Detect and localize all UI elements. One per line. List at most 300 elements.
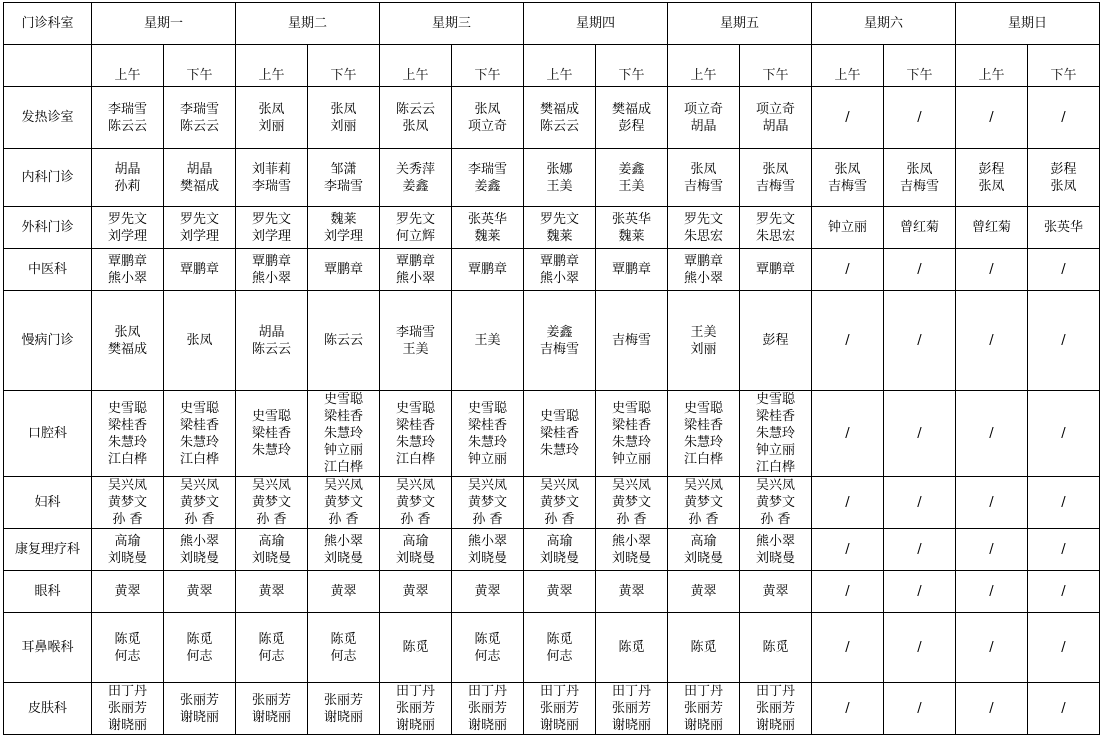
staff-name: 孙 香 <box>112 512 143 527</box>
staff-name: 覃鹏章 <box>179 262 219 277</box>
staff-name: 熊小翠 <box>611 533 651 549</box>
schedule-cell <box>452 613 524 683</box>
staff-name: 熊小翠 <box>467 533 507 549</box>
staff-name: 高瑜 <box>258 533 285 549</box>
pm-header <box>740 45 812 87</box>
dept-row <box>4 613 1100 683</box>
schedule-cell <box>1028 249 1100 291</box>
pm-header-label: 下午 <box>1050 68 1077 83</box>
staff-name: 陈觅 <box>402 640 429 655</box>
schedule-cell <box>308 613 380 683</box>
schedule-cell <box>668 207 740 249</box>
staff-name: 谢晓丽 <box>467 718 507 733</box>
staff-name: 江白桦 <box>755 460 795 475</box>
staff-name: 魏莱 <box>546 228 573 244</box>
staff-name: 陈云云 <box>539 118 579 134</box>
staff-name: 张英华 <box>611 211 651 227</box>
staff-name: 魏莱 <box>618 228 645 244</box>
schedule-cell <box>812 571 884 613</box>
staff-name: 吴兴凤 <box>179 478 219 493</box>
staff-name: 孙 香 <box>760 512 791 527</box>
no-shift-mark: / <box>845 262 850 277</box>
am-header <box>812 45 884 87</box>
schedule-cell <box>524 207 596 249</box>
staff-name: 王美 <box>618 178 645 194</box>
staff-name: 樊福成 <box>179 178 219 194</box>
staff-name: 李瑞雪 <box>251 178 291 194</box>
staff-name: 刘丽 <box>330 118 357 134</box>
pm-header-label: 下午 <box>330 68 357 83</box>
schedule-cell <box>740 391 812 477</box>
schedule-cell <box>668 87 740 149</box>
schedule-cell <box>812 613 884 683</box>
pm-header <box>1028 45 1100 87</box>
schedule-cell <box>596 291 668 391</box>
staff-name: 胡晶 <box>258 324 285 340</box>
staff-name: 孙 香 <box>544 512 575 527</box>
staff-name: 黄梦文 <box>539 495 579 510</box>
staff-name: 朱慧玲 <box>755 426 795 441</box>
staff-name: 王美 <box>546 178 573 194</box>
schedule-cell <box>236 529 308 571</box>
dept-name-cell <box>4 683 92 735</box>
staff-name: 刘晓曼 <box>683 550 723 566</box>
staff-name: 刘晓曼 <box>323 550 363 566</box>
schedule-cell <box>884 207 956 249</box>
staff-name: 张娜 <box>546 161 573 177</box>
staff-name: 朱慧玲 <box>179 434 219 450</box>
schedule-cell <box>812 391 884 477</box>
staff-name: 覃鹏章 <box>755 262 795 277</box>
schedule-cell <box>884 477 956 529</box>
schedule-cell <box>596 207 668 249</box>
staff-name: 谢晓丽 <box>179 709 219 725</box>
staff-name: 黄翠 <box>258 584 285 599</box>
day-header-label: 星期一 <box>143 16 183 31</box>
schedule-cell <box>236 207 308 249</box>
schedule-cell <box>812 529 884 571</box>
schedule-cell <box>1028 291 1100 391</box>
schedule-cell <box>668 291 740 391</box>
dept-row <box>4 87 1100 149</box>
staff-name: 朱慧玲 <box>323 426 363 441</box>
schedule-cell <box>524 87 596 149</box>
dept-name: 内科门诊 <box>21 170 74 185</box>
staff-name: 梁桂香 <box>539 426 579 441</box>
staff-name: 项立奇 <box>683 101 723 117</box>
staff-name: 谢晓丽 <box>611 718 651 733</box>
staff-name: 罗先文 <box>755 211 795 227</box>
staff-name: 张凤 <box>690 161 717 177</box>
staff-name: 项立奇 <box>755 101 795 117</box>
staff-name: 钟立丽 <box>755 443 795 458</box>
dept-row <box>4 249 1100 291</box>
no-shift-mark: / <box>1061 640 1066 655</box>
staff-name: 田丁丹 <box>755 684 795 699</box>
staff-name: 覃鹏章 <box>467 262 507 277</box>
staff-name: 刘晓曼 <box>179 550 219 566</box>
staff-name: 魏莱 <box>474 228 501 244</box>
schedule-cell <box>956 477 1028 529</box>
no-shift-mark: / <box>845 110 850 125</box>
schedule-cell <box>668 149 740 207</box>
dept-name: 眼科 <box>34 584 61 599</box>
schedule-cell <box>956 207 1028 249</box>
day-header-label: 星期六 <box>863 16 903 31</box>
staff-name: 孙 香 <box>256 512 287 527</box>
staff-name: 梁桂香 <box>251 426 291 441</box>
staff-name: 张丽芳 <box>539 701 579 716</box>
no-shift-mark: / <box>917 333 922 348</box>
schedule-cell <box>524 613 596 683</box>
schedule-cell <box>236 571 308 613</box>
staff-name: 钟立丽 <box>323 443 363 458</box>
schedule-cell <box>452 149 524 207</box>
schedule-cell <box>164 477 236 529</box>
schedule-cell <box>92 477 164 529</box>
staff-name: 彭程 <box>1050 161 1077 177</box>
no-shift-mark: / <box>1061 495 1066 510</box>
no-shift-mark: / <box>989 542 994 557</box>
staff-name: 张凤 <box>834 161 861 177</box>
staff-name: 樊福成 <box>539 101 579 117</box>
staff-name: 罗先文 <box>395 211 435 227</box>
schedule-cell <box>380 149 452 207</box>
day-header <box>380 3 524 45</box>
staff-name: 何志 <box>546 648 573 664</box>
schedule-cell <box>740 613 812 683</box>
staff-name: 孙 香 <box>616 512 647 527</box>
dept-name-cell <box>4 571 92 613</box>
schedule-cell <box>596 149 668 207</box>
staff-name: 田丁丹 <box>539 684 579 699</box>
schedule-cell <box>740 207 812 249</box>
staff-name: 罗先文 <box>107 211 147 227</box>
dept-name: 皮肤科 <box>27 701 67 716</box>
schedule-cell <box>1028 477 1100 529</box>
staff-name: 吉梅雪 <box>683 178 723 194</box>
staff-name: 黄翠 <box>618 584 645 599</box>
schedule-cell <box>236 391 308 477</box>
day-header <box>812 3 956 45</box>
staff-name: 陈觅 <box>690 640 717 655</box>
schedule-cell <box>308 87 380 149</box>
no-shift-mark: / <box>1061 110 1066 125</box>
staff-name: 张丽芳 <box>755 701 795 716</box>
day-header <box>524 3 668 45</box>
staff-name: 吉梅雪 <box>827 178 867 194</box>
staff-name: 黄翠 <box>546 584 573 599</box>
dept-name: 耳鼻喉科 <box>21 640 74 655</box>
pm-header <box>308 45 380 87</box>
schedule-cell <box>956 571 1028 613</box>
dept-row <box>4 683 1100 735</box>
schedule-cell <box>1028 683 1100 735</box>
schedule-cell <box>452 391 524 477</box>
staff-name: 吴兴凤 <box>251 478 291 493</box>
staff-name: 梁桂香 <box>179 417 219 433</box>
no-shift-mark: / <box>1061 426 1066 441</box>
staff-name: 江白桦 <box>107 451 147 467</box>
staff-name: 谢晓丽 <box>683 718 723 733</box>
schedule-cell <box>596 87 668 149</box>
staff-name: 梁桂香 <box>107 417 147 433</box>
schedule-cell <box>524 249 596 291</box>
schedule-cell <box>92 249 164 291</box>
schedule-cell <box>812 87 884 149</box>
schedule-cell <box>236 87 308 149</box>
staff-name: 张凤 <box>330 101 357 117</box>
am-header <box>956 45 1028 87</box>
staff-name: 吴兴凤 <box>611 478 651 493</box>
day-header <box>236 3 380 45</box>
schedule-cell <box>380 477 452 529</box>
no-shift-mark: / <box>917 542 922 557</box>
staff-name: 朱慧玲 <box>251 443 291 458</box>
staff-name: 黄梦文 <box>755 495 795 510</box>
staff-name: 张凤 <box>906 161 933 177</box>
staff-name: 刘菲莉 <box>251 161 291 177</box>
staff-name: 胡晶 <box>186 161 213 177</box>
staff-name: 覃鹏章 <box>251 253 291 269</box>
staff-name: 刘晓曼 <box>611 550 651 566</box>
staff-name: 史雪聪 <box>755 392 795 407</box>
staff-name: 梁桂香 <box>755 409 795 424</box>
staff-name: 史雪聪 <box>539 409 579 424</box>
staff-name: 梁桂香 <box>467 417 507 433</box>
staff-name: 胡晶 <box>114 161 141 177</box>
staff-name: 李瑞雪 <box>179 101 219 117</box>
schedule-cell <box>1028 529 1100 571</box>
staff-name: 张英华 <box>467 211 507 227</box>
staff-name: 曾红菊 <box>971 220 1011 235</box>
schedule-cell <box>164 613 236 683</box>
staff-name: 张凤 <box>186 333 213 348</box>
staff-name: 陈觅 <box>114 631 141 647</box>
staff-name: 李瑞雪 <box>467 161 507 177</box>
staff-name: 刘学理 <box>251 228 291 244</box>
staff-name: 罗先文 <box>179 211 219 227</box>
no-shift-mark: / <box>917 262 922 277</box>
schedule-cell <box>740 249 812 291</box>
staff-name: 彭程 <box>978 161 1005 177</box>
schedule-cell <box>380 249 452 291</box>
no-shift-mark: / <box>845 333 850 348</box>
staff-name: 黄梦文 <box>683 495 723 510</box>
staff-name: 王美 <box>690 324 717 340</box>
schedule-cell <box>308 249 380 291</box>
schedule-cell <box>812 683 884 735</box>
staff-name: 史雪聪 <box>323 392 363 407</box>
schedule-cell <box>956 291 1028 391</box>
dept-row <box>4 391 1100 477</box>
staff-name: 朱慧玲 <box>611 434 651 450</box>
schedule-cell <box>236 149 308 207</box>
schedule-cell <box>596 249 668 291</box>
day-header <box>668 3 812 45</box>
schedule-cell <box>884 87 956 149</box>
staff-name: 熊小翠 <box>395 270 435 286</box>
staff-name: 张凤 <box>114 324 141 340</box>
am-header <box>236 45 308 87</box>
schedule-cell <box>884 529 956 571</box>
schedule-cell <box>884 249 956 291</box>
dept-name-cell <box>4 529 92 571</box>
staff-name: 覃鹏章 <box>323 262 363 277</box>
dept-name-cell <box>4 391 92 477</box>
schedule-cell <box>524 529 596 571</box>
staff-name: 张凤 <box>258 101 285 117</box>
staff-name: 梁桂香 <box>395 417 435 433</box>
schedule-cell <box>668 249 740 291</box>
dept-row <box>4 529 1100 571</box>
staff-name: 熊小翠 <box>323 533 363 549</box>
staff-name: 姜鑫 <box>618 161 645 177</box>
schedule-cell <box>308 391 380 477</box>
pm-header-label: 下午 <box>186 68 213 83</box>
staff-name: 王美 <box>474 333 501 348</box>
am-header-label: 上午 <box>258 68 285 83</box>
staff-name: 刘学理 <box>107 228 147 244</box>
staff-name: 黄翠 <box>402 584 429 599</box>
schedule-cell <box>524 683 596 735</box>
day-header <box>956 3 1100 45</box>
no-shift-mark: / <box>989 640 994 655</box>
staff-name: 张丽芳 <box>107 701 147 716</box>
no-shift-mark: / <box>989 262 994 277</box>
staff-name: 谢晓丽 <box>323 709 363 725</box>
staff-name: 刘晓曼 <box>395 550 435 566</box>
staff-name: 项立奇 <box>467 118 507 134</box>
staff-name: 吉梅雪 <box>899 178 939 194</box>
staff-name: 李瑞雪 <box>107 101 147 117</box>
dept-name: 发热诊室 <box>21 110 74 125</box>
schedule-cell <box>740 477 812 529</box>
schedule-cell <box>884 571 956 613</box>
schedule-cell <box>452 683 524 735</box>
staff-name: 张凤 <box>1050 178 1077 194</box>
header-row-periods <box>4 45 1100 87</box>
schedule-cell <box>740 87 812 149</box>
am-header <box>668 45 740 87</box>
staff-name: 江白桦 <box>179 451 219 467</box>
staff-name: 陈觅 <box>186 631 213 647</box>
day-header-label: 星期日 <box>1007 16 1047 31</box>
staff-name: 张凤 <box>978 178 1005 194</box>
dept-row <box>4 477 1100 529</box>
no-shift-mark: / <box>845 542 850 557</box>
schedule-cell <box>92 683 164 735</box>
staff-name: 田丁丹 <box>611 684 651 699</box>
no-shift-mark: / <box>917 701 922 716</box>
empty-header-cell <box>4 45 92 87</box>
am-header <box>380 45 452 87</box>
staff-name: 熊小翠 <box>251 270 291 286</box>
schedule-cell <box>92 613 164 683</box>
staff-name: 陈觅 <box>474 631 501 647</box>
schedule-cell <box>92 391 164 477</box>
staff-name: 彭程 <box>618 118 645 134</box>
dept-header-cell <box>4 3 92 45</box>
staff-name: 高瑜 <box>402 533 429 549</box>
schedule-cell <box>1028 613 1100 683</box>
staff-name: 胡晶 <box>762 118 789 134</box>
schedule-cell <box>164 683 236 735</box>
staff-name: 朱思宏 <box>755 228 795 244</box>
staff-name: 吴兴凤 <box>467 478 507 493</box>
staff-name: 陈觅 <box>330 631 357 647</box>
schedule-cell <box>812 249 884 291</box>
staff-name: 刘学理 <box>323 228 363 244</box>
day-header-label: 星期二 <box>287 16 327 31</box>
no-shift-mark: / <box>917 640 922 655</box>
staff-name: 吴兴凤 <box>683 478 723 493</box>
staff-name: 覃鹏章 <box>683 253 723 269</box>
dept-row <box>4 291 1100 391</box>
pm-header <box>164 45 236 87</box>
schedule-cell <box>956 249 1028 291</box>
staff-name: 罗先文 <box>251 211 291 227</box>
no-shift-mark: / <box>989 584 994 599</box>
am-header-label: 上午 <box>402 68 429 83</box>
staff-name: 孙 香 <box>688 512 719 527</box>
staff-name: 史雪聪 <box>611 400 651 416</box>
staff-name: 高瑜 <box>114 533 141 549</box>
staff-name: 胡晶 <box>690 118 717 134</box>
dept-name-cell <box>4 291 92 391</box>
staff-name: 樊福成 <box>611 101 651 117</box>
staff-name: 张丽芳 <box>611 701 651 716</box>
schedule-cell <box>380 571 452 613</box>
day-header-label: 星期三 <box>431 16 471 31</box>
schedule-cell <box>740 149 812 207</box>
staff-name: 张凤 <box>402 118 429 134</box>
staff-name: 张丽芳 <box>467 701 507 716</box>
schedule-cell <box>524 571 596 613</box>
schedule-cell <box>308 291 380 391</box>
staff-name: 孙 香 <box>400 512 431 527</box>
staff-name: 何立辉 <box>395 228 435 244</box>
staff-name: 高瑜 <box>690 533 717 549</box>
staff-name: 陈云云 <box>395 101 435 117</box>
no-shift-mark: / <box>845 426 850 441</box>
staff-name: 黄梦文 <box>467 495 507 510</box>
schedule-cell <box>1028 87 1100 149</box>
day-header <box>92 3 236 45</box>
staff-name: 张凤 <box>762 161 789 177</box>
staff-name: 江白桦 <box>323 460 363 475</box>
staff-name: 梁桂香 <box>323 409 363 424</box>
dept-name-cell <box>4 149 92 207</box>
am-header-label: 上午 <box>690 68 717 83</box>
dept-name-cell <box>4 477 92 529</box>
staff-name: 朱思宏 <box>683 228 723 244</box>
staff-name: 孙莉 <box>114 178 141 194</box>
staff-name: 史雪聪 <box>395 400 435 416</box>
schedule-cell <box>380 87 452 149</box>
schedule-cell <box>452 571 524 613</box>
schedule-cell <box>92 207 164 249</box>
staff-name: 吴兴凤 <box>539 478 579 493</box>
schedule-cell <box>668 683 740 735</box>
schedule-cell <box>308 571 380 613</box>
schedule-cell <box>92 571 164 613</box>
staff-name: 谢晓丽 <box>107 718 147 733</box>
staff-name: 江白桦 <box>395 451 435 467</box>
pm-header-label: 下午 <box>762 68 789 83</box>
no-shift-mark: / <box>1061 584 1066 599</box>
schedule-cell <box>812 207 884 249</box>
